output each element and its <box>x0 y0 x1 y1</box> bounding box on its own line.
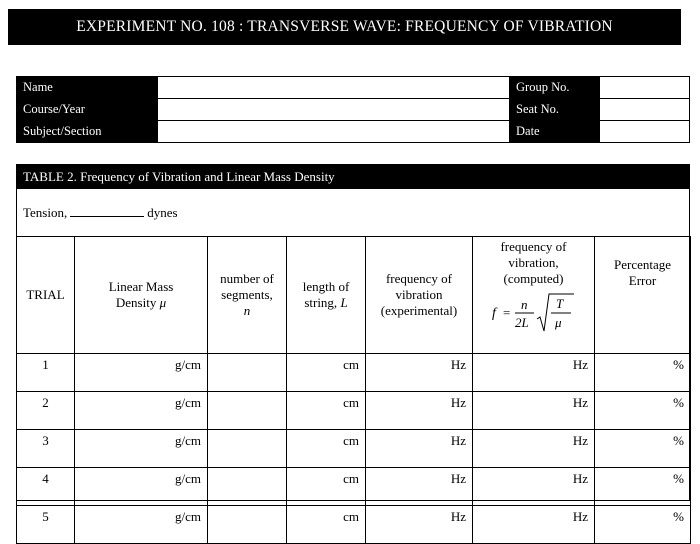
group-no-field[interactable] <box>600 77 690 99</box>
density-cell[interactable]: g/cm <box>75 430 208 468</box>
header-freq-experimental: frequency of vibration (experimental) <box>366 237 473 354</box>
table2-container <box>16 164 690 524</box>
trial-number: 5 <box>17 506 75 544</box>
freq-experimental-cell[interactable]: Hz <box>366 506 473 544</box>
formula-root-den: μ <box>554 315 562 330</box>
density-cell[interactable]: g/cm <box>75 392 208 430</box>
length-cell[interactable]: cm <box>287 354 366 392</box>
frequency-formula <box>476 291 591 333</box>
table-row <box>17 354 691 392</box>
freq-computed-cell[interactable]: Hz <box>473 506 595 544</box>
length-cell[interactable]: cm <box>287 506 366 544</box>
table-row <box>17 392 691 430</box>
trial-number: 2 <box>17 392 75 430</box>
freq-experimental-cell[interactable]: Hz <box>366 468 473 506</box>
segments-cell[interactable] <box>208 430 287 468</box>
length-cell[interactable]: cm <box>287 430 366 468</box>
length-cell[interactable]: cm <box>287 468 366 506</box>
group-no-label: Group No. <box>510 77 600 99</box>
header-length: length of string, L <box>287 237 366 354</box>
formula-num: n <box>520 297 527 312</box>
table-row <box>17 430 691 468</box>
freq-experimental-cell[interactable]: Hz <box>366 354 473 392</box>
formula-f: f <box>491 306 496 321</box>
trial-number: 1 <box>17 354 75 392</box>
density-cell[interactable]: g/cm <box>75 506 208 544</box>
name-label: Name <box>17 77 158 99</box>
trial-number: 3 <box>17 430 75 468</box>
name-field[interactable] <box>158 77 510 99</box>
page-title: EXPERIMENT NO. 108 : TRANSVERSE WAVE: FREQUENCY OF VIBRATION <box>76 18 613 35</box>
tension-label: Tension, <box>23 205 68 220</box>
course-year-label: Course/Year <box>17 99 158 121</box>
formula-eq: = <box>502 305 510 320</box>
header-trial: TRIAL <box>17 237 75 354</box>
subject-section-label: Subject/Section <box>17 121 158 143</box>
freq-experimental-cell[interactable]: Hz <box>366 392 473 430</box>
segments-cell[interactable] <box>208 468 287 506</box>
table2-grid <box>16 236 691 544</box>
length-cell[interactable]: cm <box>287 392 366 430</box>
percent-error-cell[interactable]: % <box>595 354 691 392</box>
percent-error-cell[interactable]: % <box>595 506 691 544</box>
table2-header-row <box>17 237 691 354</box>
subject-section-field[interactable] <box>158 121 510 143</box>
header-density: Linear Mass Density μ <box>75 237 208 354</box>
percent-error-cell[interactable]: % <box>595 430 691 468</box>
info-row-2 <box>17 99 690 121</box>
course-year-field[interactable] <box>158 99 510 121</box>
freq-computed-cell[interactable]: Hz <box>473 354 595 392</box>
info-row-3 <box>17 121 690 143</box>
date-field[interactable] <box>600 121 690 143</box>
formula-svg <box>488 291 580 333</box>
trial-number: 4 <box>17 468 75 506</box>
table-row <box>17 468 691 506</box>
density-cell[interactable]: g/cm <box>75 468 208 506</box>
tension-unit: dynes <box>147 205 178 220</box>
segments-cell[interactable] <box>208 354 287 392</box>
table2-title: TABLE 2. Frequency of Vibration and Linear Mass Density <box>23 169 335 184</box>
freq-computed-cell[interactable]: Hz <box>473 468 595 506</box>
table2-body <box>17 354 691 544</box>
table-row <box>17 506 691 544</box>
header-percentage-error: Percentage Error <box>595 237 691 354</box>
freq-computed-cell[interactable]: Hz <box>473 392 595 430</box>
seat-no-field[interactable] <box>600 99 690 121</box>
tension-line <box>23 205 178 221</box>
student-info-table <box>16 76 690 143</box>
percent-error-cell[interactable]: % <box>595 392 691 430</box>
page-title-banner <box>8 9 681 45</box>
density-cell[interactable]: g/cm <box>75 354 208 392</box>
header-segments: number of segments, n <box>208 237 287 354</box>
segments-cell[interactable] <box>208 392 287 430</box>
formula-den: 2L <box>514 315 529 330</box>
seat-no-label: Seat No. <box>510 99 600 121</box>
formula-root-num: T <box>555 296 563 311</box>
tension-blank[interactable] <box>70 205 144 217</box>
freq-computed-cell[interactable]: Hz <box>473 430 595 468</box>
date-label: Date <box>510 121 600 143</box>
info-row-1 <box>17 77 690 99</box>
segments-cell[interactable] <box>208 506 287 544</box>
table2-title-bar <box>17 165 689 189</box>
freq-experimental-cell[interactable]: Hz <box>366 430 473 468</box>
percent-error-cell[interactable]: % <box>595 468 691 506</box>
header-freq-computed: frequency of vibration, (computed) f = n 2L T μ <box>473 237 595 354</box>
